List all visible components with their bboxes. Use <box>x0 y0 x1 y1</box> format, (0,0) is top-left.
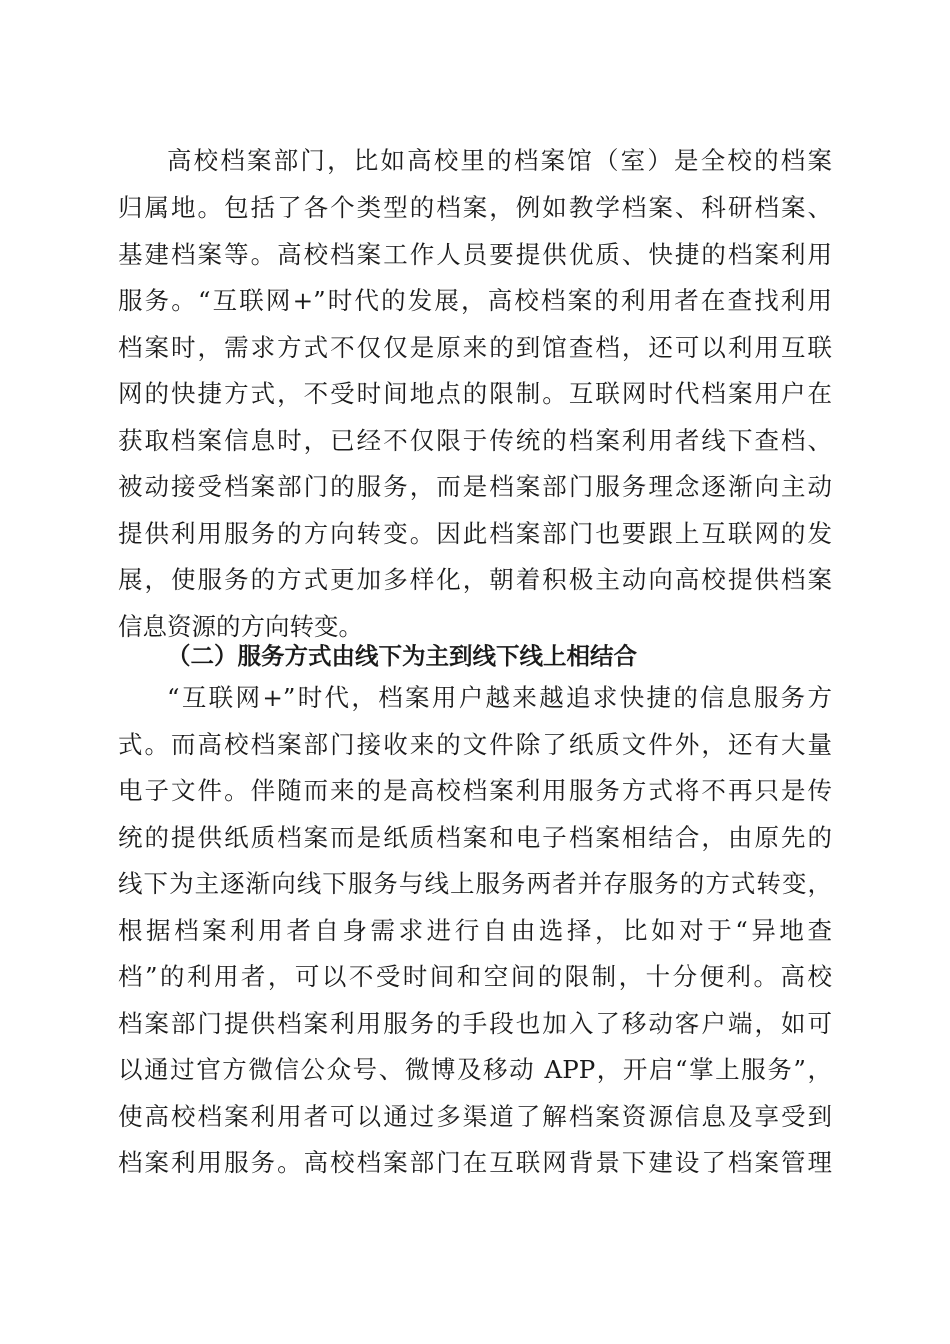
paragraph-1-line-10: 展，使服务的方式更加多样化，朝着积极主动向高校提供档案 <box>118 565 832 594</box>
paragraph-2-line-4: 统的提供纸质档案而是纸质档案和电子档案相结合，由原先的 <box>118 823 832 852</box>
paragraph-1-line-11: 信息资源的方向转变。 <box>118 612 363 641</box>
paragraph-2-line-2: 式。而高校档案部门接收来的文件除了纸质文件外，还有大量 <box>118 730 832 759</box>
paragraph-1-line-9: 提供利用服务的方向转变。因此档案部门也要跟上互联网的发 <box>118 519 832 548</box>
paragraph-2-line-1: “互联网+”时代，档案用户越来越追求快捷的信息服务方 <box>167 683 832 712</box>
paragraph-1-line-7: 获取档案信息时，已经不仅限于传统的档案利用者线下查档、 <box>118 426 832 455</box>
paragraph-2-line-7: 档”的利用者，可以不受时间和空间的限制，十分便利。高校 <box>118 962 832 991</box>
paragraph-1-line-5: 档案时，需求方式不仅仅是原来的到馆查档，还可以利用互联 <box>118 333 832 362</box>
paragraph-2-line-3: 电子文件。伴随而来的是高校档案利用服务方式将不再只是传 <box>118 776 832 805</box>
paragraph-2-line-10: 使高校档案利用者可以通过多渠道了解档案资源信息及享受到 <box>118 1102 832 1131</box>
paragraph-1-line-1: 高校档案部门，比如高校里的档案馆（室）是全校的档案 <box>167 146 832 175</box>
paragraph-1-line-6: 网的快捷方式，不受时间地点的限制。互联网时代档案用户在 <box>118 379 832 408</box>
section-heading: （二）服务方式由线下为主到线下线上相结合 <box>167 642 637 670</box>
paragraph-1-line-4: 服务。“互联网+”时代的发展，高校档案的利用者在查找利用 <box>118 286 832 315</box>
paragraph-2-line-8: 档案部门提供档案利用服务的手段也加入了移动客户端，如可 <box>118 1009 832 1038</box>
paragraph-2-line-9: 以通过官方微信公众号、微博及移动 APP，开启“掌上服务”， <box>118 1055 832 1084</box>
paragraph-2-line-5: 线下为主逐渐向线下服务与线上服务两者并存服务的方式转变， <box>118 869 832 898</box>
paragraph-1-line-3: 基建档案等。高校档案工作人员要提供优质、快捷的档案利用 <box>118 240 832 269</box>
paragraph-1-line-2: 归属地。包括了各个类型的档案，例如教学档案、科研档案、 <box>118 193 832 222</box>
paragraph-2-line-6: 根据档案利用者自身需求进行自由选择，比如对于“异地查 <box>118 916 832 945</box>
paragraph-1-line-8: 被动接受档案部门的服务，而是档案部门服务理念逐渐向主动 <box>118 472 832 501</box>
paragraph-2-line-11: 档案利用服务。高校档案部门在互联网背景下建设了档案管理 <box>118 1148 832 1177</box>
